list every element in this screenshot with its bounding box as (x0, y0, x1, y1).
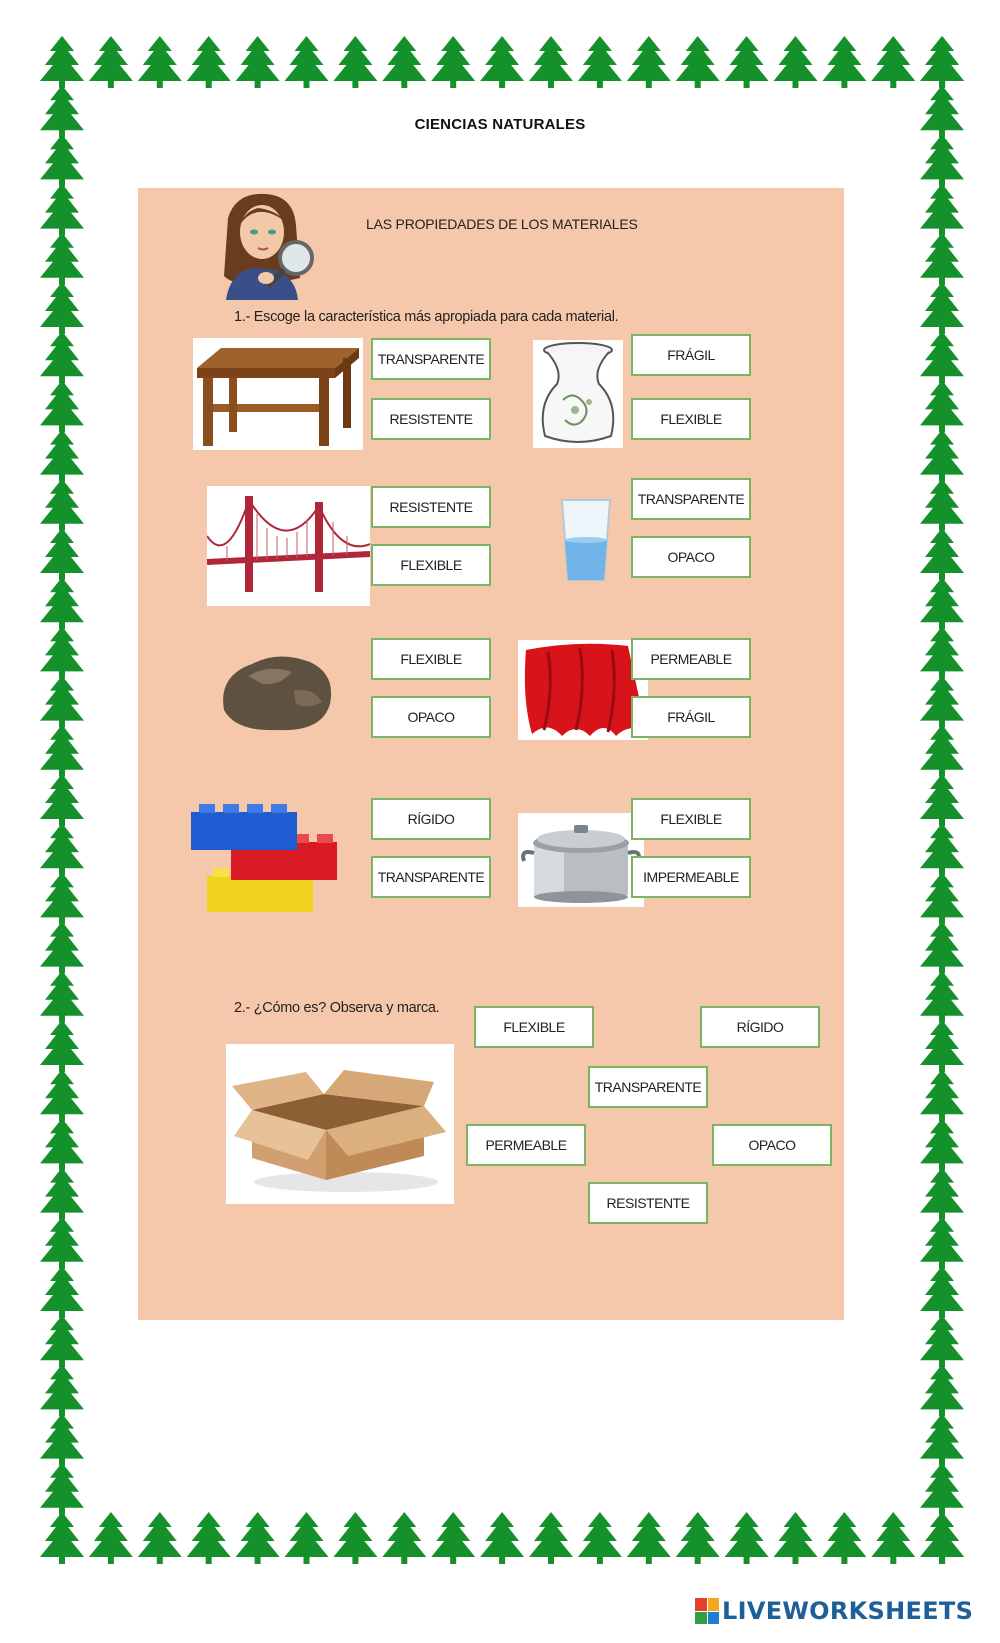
tree-icon (920, 725, 964, 777)
tree-icon (871, 1512, 915, 1564)
tree-icon (382, 36, 426, 88)
wooden-table-image (193, 338, 363, 450)
tree-icon (40, 1315, 84, 1367)
lego-bricks-image (191, 794, 341, 920)
tree-icon (676, 36, 720, 88)
brand-name: LIVEWORKSHEETS (722, 1597, 974, 1625)
tree-icon (40, 725, 84, 777)
tree-icon (529, 1512, 573, 1564)
option-button[interactable]: RESISTENTE (588, 1182, 708, 1224)
option-button[interactable]: RESISTENTE (371, 398, 491, 440)
tree-icon (920, 577, 964, 629)
tree-icon (40, 1118, 84, 1170)
tree-icon (676, 1512, 720, 1564)
tree-icon (578, 36, 622, 88)
tree-icon (725, 1512, 769, 1564)
glass-vase-image (533, 340, 623, 448)
tree-icon (920, 233, 964, 285)
worksheet-panel (138, 188, 844, 1320)
tree-icon (920, 676, 964, 728)
tree-icon (40, 134, 84, 186)
option-button[interactable]: FLEXIBLE (371, 638, 491, 680)
tree-icon (920, 1217, 964, 1269)
tree-icon (774, 1512, 818, 1564)
tree-icon (187, 36, 231, 88)
tree-icon (40, 676, 84, 728)
tree-icon (187, 1512, 231, 1564)
option-button[interactable]: FLEXIBLE (474, 1006, 594, 1048)
tree-icon (920, 1069, 964, 1121)
tree-icon (920, 1266, 964, 1318)
tree-icon (529, 36, 573, 88)
option-button[interactable]: FLEXIBLE (371, 544, 491, 586)
rock-image (218, 646, 338, 736)
tree-icon (920, 479, 964, 531)
tree-icon (40, 1364, 84, 1416)
tree-icon (40, 1463, 84, 1515)
tree-icon (920, 1020, 964, 1072)
tree-icon (627, 36, 671, 88)
tree-icon (40, 1512, 84, 1564)
tree-icon (40, 1069, 84, 1121)
tree-icon (40, 36, 84, 88)
option-button[interactable]: FRÁGIL (631, 696, 751, 738)
tree-icon (920, 922, 964, 974)
tree-icon (920, 823, 964, 875)
tree-icon (871, 36, 915, 88)
liveworksheets-logo (695, 1597, 973, 1625)
tree-icon (89, 1512, 133, 1564)
tree-icon (89, 36, 133, 88)
tree-icon (40, 528, 84, 580)
question-2-instruction: 2.- ¿Cómo es? Observa y marca. (234, 1000, 440, 1016)
question-1-instruction: 1.- Escoge la característica más apropiada para cada material. (234, 309, 619, 325)
tree-icon (138, 36, 182, 88)
girl-magnifier-image (206, 188, 326, 300)
tree-icon (40, 823, 84, 875)
tree-icon (382, 1512, 426, 1564)
tree-icon (236, 1512, 280, 1564)
tree-icon (920, 331, 964, 383)
tree-icon (920, 1414, 964, 1466)
tree-icon (920, 1512, 964, 1564)
option-button[interactable]: OPACO (631, 536, 751, 578)
option-button[interactable]: FLEXIBLE (631, 398, 751, 440)
tree-icon (920, 282, 964, 334)
cooking-pot-image (518, 813, 644, 907)
tree-icon (40, 331, 84, 383)
tree-icon (40, 184, 84, 236)
logo-mark-icon (695, 1598, 719, 1624)
tree-icon (40, 233, 84, 285)
option-button[interactable]: PERMEABLE (631, 638, 751, 680)
option-button[interactable]: TRANSPARENTE (631, 478, 751, 520)
tree-icon (920, 1168, 964, 1220)
option-button[interactable]: OPACO (712, 1124, 832, 1166)
tree-icon (40, 922, 84, 974)
tree-icon (920, 380, 964, 432)
tree-icon (40, 282, 84, 334)
tree-icon (920, 528, 964, 580)
tree-icon (920, 36, 964, 88)
red-cloth-image (518, 640, 648, 740)
tree-icon (774, 36, 818, 88)
tree-icon (822, 1512, 866, 1564)
tree-icon (920, 134, 964, 186)
cardboard-box-image (226, 1044, 454, 1204)
tree-icon (431, 1512, 475, 1564)
tree-icon (40, 1217, 84, 1269)
tree-icon (920, 1118, 964, 1170)
option-button[interactable]: PERMEABLE (466, 1124, 586, 1166)
tree-icon (920, 1463, 964, 1515)
worksheet-title: LAS PROPIEDADES DE LOS MATERIALES (366, 216, 638, 232)
option-button[interactable]: FLEXIBLE (631, 798, 751, 840)
tree-icon (920, 626, 964, 678)
tree-icon (40, 774, 84, 826)
tree-icon (920, 1364, 964, 1416)
option-button[interactable]: RÍGIDO (700, 1006, 820, 1048)
tree-icon (333, 36, 377, 88)
tree-icon (920, 1512, 964, 1564)
tree-icon (627, 1512, 671, 1564)
tree-icon (40, 1020, 84, 1072)
option-button[interactable]: TRANSPARENTE (588, 1066, 708, 1108)
tree-icon (431, 36, 475, 88)
tree-icon (920, 430, 964, 482)
tree-icon (578, 1512, 622, 1564)
tree-icon (40, 872, 84, 924)
tree-icon (920, 774, 964, 826)
tree-icon (285, 36, 329, 88)
tree-icon (920, 872, 964, 924)
tree-icon (40, 479, 84, 531)
tree-icon (480, 1512, 524, 1564)
tree-icon (920, 184, 964, 236)
tree-icon (138, 1512, 182, 1564)
tree-icon (920, 1315, 964, 1367)
tree-icon (40, 380, 84, 432)
tree-icon (40, 971, 84, 1023)
option-button[interactable]: OPACO (371, 696, 491, 738)
tree-icon (333, 1512, 377, 1564)
option-button[interactable]: IMPERMEABLE (631, 856, 751, 898)
tree-icon (480, 36, 524, 88)
bridge-image (207, 486, 370, 606)
tree-icon (40, 577, 84, 629)
tree-icon (920, 971, 964, 1023)
water-glass-image (558, 496, 614, 584)
tree-icon (40, 1414, 84, 1466)
tree-icon (40, 626, 84, 678)
tree-icon (236, 36, 280, 88)
tree-icon (40, 36, 84, 88)
page-title: CIENCIAS NATURALES (414, 116, 586, 133)
tree-icon (40, 1512, 84, 1564)
tree-icon (920, 36, 964, 88)
tree-icon (40, 430, 84, 482)
tree-icon (725, 36, 769, 88)
option-button[interactable]: RESISTENTE (371, 486, 491, 528)
tree-icon (40, 1168, 84, 1220)
tree-icon (285, 1512, 329, 1564)
option-button[interactable]: TRANSPARENTE (371, 338, 491, 380)
option-button[interactable]: FRÁGIL (631, 334, 751, 376)
option-button[interactable]: RÍGIDO (371, 798, 491, 840)
tree-icon (822, 36, 866, 88)
tree-icon (40, 1266, 84, 1318)
option-button[interactable]: TRANSPARENTE (371, 856, 491, 898)
